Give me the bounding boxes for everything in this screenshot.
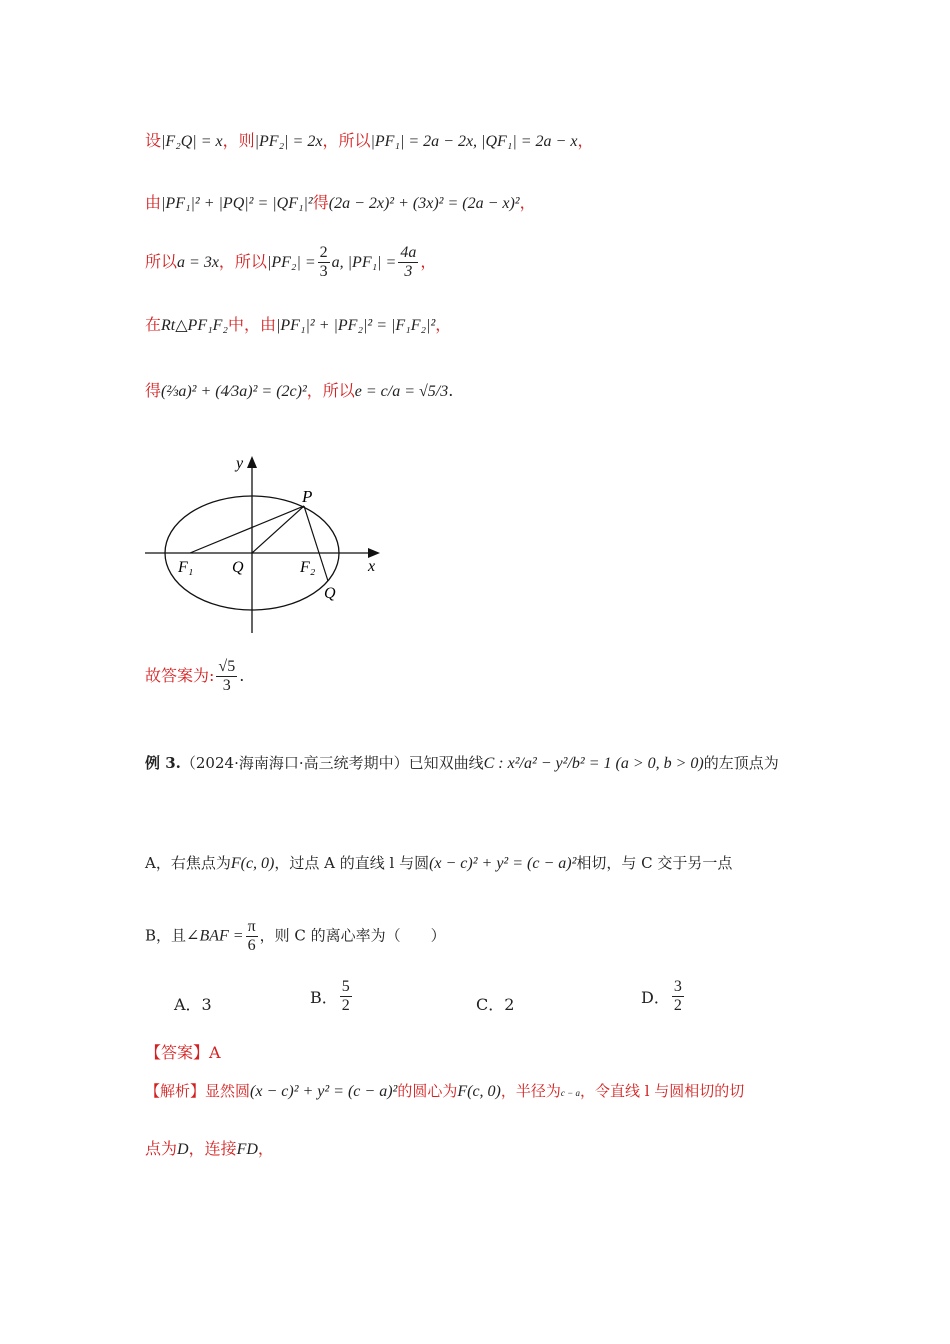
text: 所以 [145, 252, 178, 271]
fraction: $\frac{√5}{3}$ [218, 658, 236, 694]
text: 点为 [145, 1139, 178, 1158]
formula: a = 3x [177, 254, 219, 271]
text: ， [577, 131, 594, 150]
text: （2024·海南海口·高三统考期中）已知双曲线 [180, 754, 484, 772]
formula: (x − c)² + y² = (c − a)² [250, 1083, 398, 1100]
formula: F(c, 0) [230, 855, 275, 872]
formula: |PF₁| = 2a − 2x, |QF₁| = 2a − x [370, 133, 578, 150]
text: 由 [145, 193, 162, 212]
formula: FD [236, 1141, 258, 1158]
text: . [448, 381, 454, 400]
label-x: x [368, 558, 376, 575]
option-a[interactable]: A．3 [174, 995, 212, 1014]
formula: F(c, 0) [457, 1083, 501, 1100]
text: ，则 C 的离心率为（ ） [259, 926, 446, 945]
text: 的左顶点为 [703, 754, 779, 772]
answer-line [145, 658, 244, 695]
text: ， [519, 193, 536, 212]
text: 在 [145, 315, 162, 334]
fraction: $\frac{2}{3}$ [319, 244, 328, 280]
text: ，过点 A 的直线 l 与圆 [274, 854, 430, 872]
solution-line-3 [145, 244, 436, 281]
y-axis-arrow [247, 456, 257, 468]
answer-tag: 【答案】A [145, 1043, 221, 1062]
formula: D [177, 1141, 189, 1158]
label-f1: F₁ [178, 559, 194, 576]
analysis-tag: 【解析】 [145, 1082, 206, 1100]
solution-line-4 [145, 312, 451, 335]
text: ， [420, 252, 437, 271]
segment-f1-p [190, 506, 304, 553]
text: 中，由 [227, 315, 276, 334]
example3-line-2 [145, 852, 732, 873]
text: ， [257, 1139, 274, 1158]
text: ，半径为 [500, 1082, 561, 1100]
text: ， [435, 315, 452, 334]
text: 的圆心为 [397, 1082, 458, 1100]
formula: a, |PF₁| = [331, 254, 397, 271]
formula: Rt△PF₁F₂ [161, 317, 228, 334]
label-p: P [302, 487, 313, 506]
fraction: $\frac{4a}{3}$ [400, 244, 417, 280]
text: ，则 [222, 131, 255, 150]
text: ，连接 [188, 1139, 237, 1158]
formula: ∠BAF = [186, 927, 244, 945]
text: B，且 [145, 926, 187, 945]
formula: c − a [560, 1088, 580, 1098]
formula: |PF₁|² + |PF₂|² = |F₁F₂|² [276, 317, 436, 334]
ellipse-figure [140, 448, 390, 638]
example-label: 例 3. [145, 754, 181, 772]
example3-line-3 [145, 918, 446, 955]
text: ，令直线 l 与圆相切的切 [579, 1082, 745, 1100]
text: 得 [312, 193, 329, 212]
text: 显然圆 [205, 1082, 251, 1100]
option-c[interactable]: C．2 [476, 995, 515, 1014]
formula: |PF₂| = [266, 254, 316, 271]
option-d[interactable]: D． $\frac{3}{2}$ [641, 978, 682, 1014]
text: ，所以 [306, 381, 355, 400]
analysis-line-1 [145, 1080, 744, 1101]
formula: e = c/a = √5/3 [354, 383, 449, 400]
formula: |F₂Q| = x [161, 133, 223, 150]
segment-o-p [252, 506, 304, 553]
formula: (x − c)² + y² = (c − a)² [429, 855, 577, 872]
formula: (2a − 2x)² + (3x)² = (2a − x)² [328, 195, 520, 212]
solution-line-2 [145, 190, 536, 213]
text: 相切，与 C 交于另一点 [576, 854, 733, 872]
formula: |PF₂| = 2x [254, 133, 323, 150]
solution-line-1 [145, 128, 593, 151]
text: ，所以 [218, 252, 267, 271]
text: 设 [145, 131, 162, 150]
text: ，所以 [322, 131, 371, 150]
text: 故答案为: [145, 666, 215, 685]
example3-line-1 [145, 752, 779, 773]
text: . [239, 666, 245, 685]
label-q-point: Q [324, 585, 336, 602]
text: A，右焦点为 [145, 854, 231, 872]
formula: C : x²/a² − y²/b² = 1 (a > 0, b > 0) [483, 755, 704, 772]
option-b[interactable]: B． $\frac{5}{2}$ [310, 978, 350, 1014]
label-q-center: Q [232, 559, 244, 576]
analysis-line-2 [145, 1136, 274, 1159]
solution-line-5 [145, 378, 453, 401]
formula: (⅔a)² + (4⁄3a)² = (2c)² [161, 383, 307, 400]
label-y: y [236, 455, 244, 472]
formula: |PF₁|² + |PQ|² = |QF₁|² [161, 195, 313, 212]
text: 得 [145, 381, 162, 400]
fraction: $\frac{\pi}{6}$ [247, 918, 256, 954]
x-axis-arrow [368, 548, 380, 558]
label-f2: F₂ [300, 559, 316, 576]
